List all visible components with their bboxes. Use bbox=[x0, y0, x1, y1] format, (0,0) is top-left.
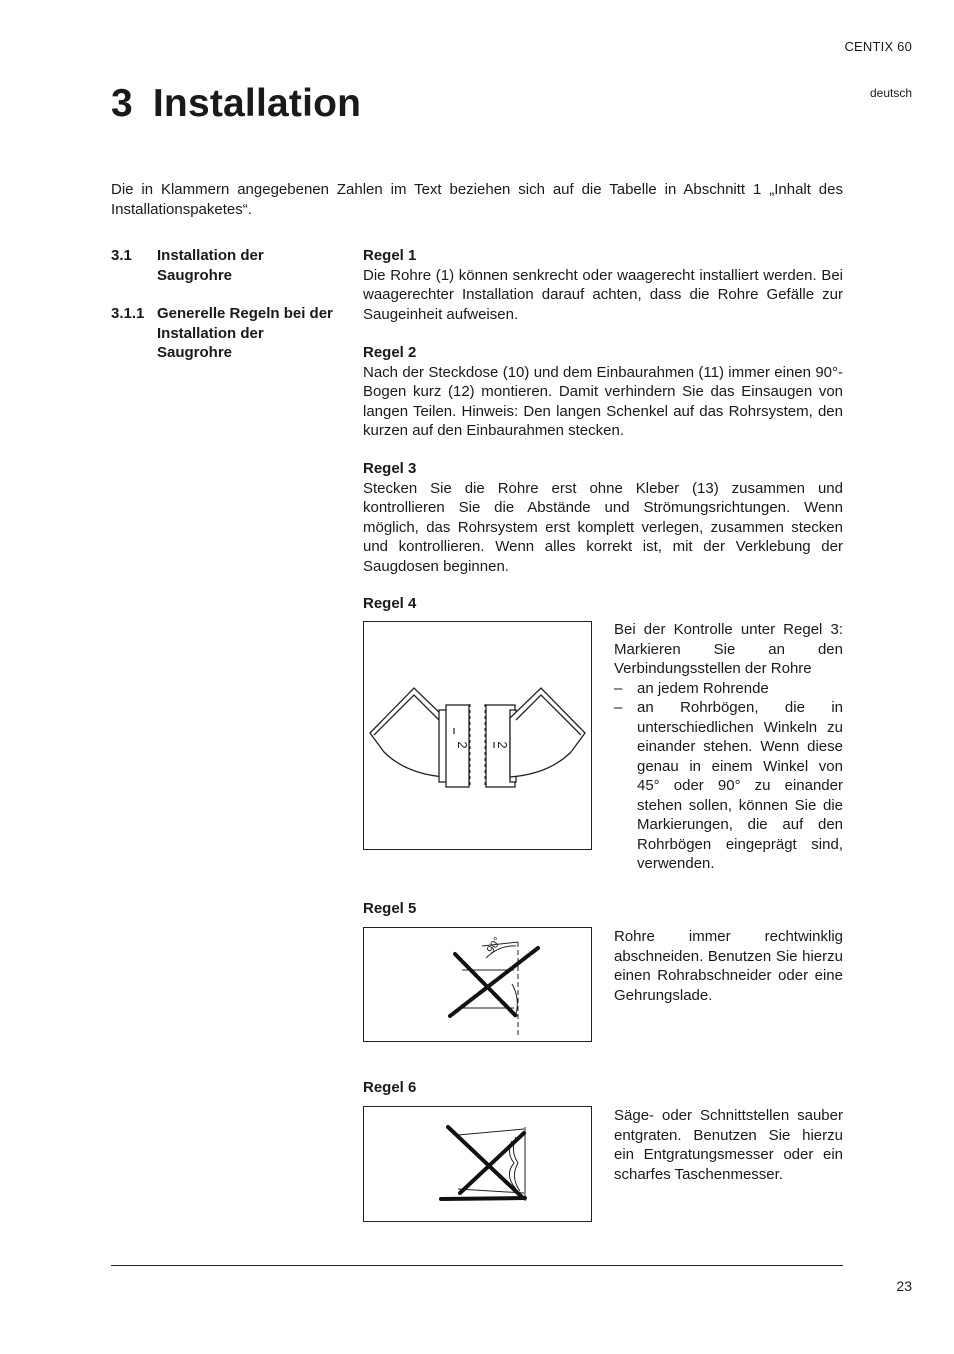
footer-divider bbox=[111, 1265, 843, 1266]
right-angle-cut-figure bbox=[363, 927, 592, 1042]
rule-5-text bbox=[614, 927, 843, 1005]
rule-heading: Regel 3 bbox=[363, 460, 417, 477]
pipe-top-edge bbox=[458, 1129, 524, 1135]
rule-5-paragraph: Rohre immer rechtwinklig abschneiden. Benutzen Sie hierzu einen Rohrabschneider oder eine Gehrungslade. bbox=[614, 928, 843, 1004]
section-heading-3-1-1 bbox=[111, 304, 341, 363]
rule-4-text bbox=[614, 620, 843, 874]
section-title: Generelle Regeln bei der Installation der Saugrohre bbox=[157, 305, 333, 361]
rule-3 bbox=[363, 459, 843, 576]
bullet-dash: – bbox=[614, 679, 623, 697]
chapter-title bbox=[111, 82, 361, 126]
intro-paragraph: Die in Klammern angegebenen Zahlen im Text beziehen sich auf die Tabelle in Abschnitt 1 „Inhalt des Installationspaketes“. bbox=[111, 181, 843, 218]
rule-4-intro: Bei der Kontrolle unter Regel 3: Markieren Sie an den Verbindungsstellen der Rohre bbox=[614, 621, 843, 677]
rule-heading: Regel 1 bbox=[363, 247, 417, 264]
section-heading-3-1 bbox=[111, 246, 341, 285]
rule-5-heading: Regel 5 bbox=[363, 900, 417, 917]
rule-4-bullet-list bbox=[614, 679, 843, 874]
list-item bbox=[614, 679, 843, 699]
list-item-text: an Rohrbögen, die in unterschiedlichen Winkeln zu einander stehen. Wenn diese genau in einem Winkel von 45° oder 90° zu einander stehen sollen, können Sie die Markierungen, die auf den Rohrbögen eingeprägt sind, verwenden. bbox=[637, 699, 843, 872]
angle-label: 90° bbox=[484, 935, 505, 956]
rule-text: Stecken Sie die Rohre erst ohne Kleber (13) zusammen und kontrollieren Sie die Abstände und Strömungsrichtungen. Wenn möglich, das Rohrsystem erst komplett verlegen, zusammen stecken und kontrollieren. Wenn alles korrekt ist, mit der Verklebung der Saugdosen beginnen. bbox=[363, 479, 843, 575]
list-item-text: an jedem Rohrende bbox=[637, 679, 769, 697]
rule-1 bbox=[363, 246, 843, 324]
pipe-bend-drawing bbox=[364, 622, 591, 849]
rule-text: Nach der Steckdose (10) und dem Einbaurahmen (11) immer einen 90°-Bogen kurz (12) montieren. Damit verhindern Sie das Einsaugen von langen Teilen. Hinweis: Den langen Schenkel auf das Rohrsystem, den kurzen auf den Einbaurahmen stecken. bbox=[363, 363, 843, 439]
section-title: Installation der Saugrohre bbox=[157, 247, 264, 284]
rule-6-text bbox=[614, 1106, 843, 1184]
language-label: deutsch bbox=[869, 86, 912, 100]
section-number: 3.1.1 bbox=[111, 305, 145, 322]
burr-edge-2 bbox=[513, 1137, 520, 1191]
chapter-number: 3 bbox=[111, 82, 133, 125]
page-number: 23 bbox=[896, 1278, 912, 1294]
deburring-figure bbox=[363, 1106, 592, 1222]
deburring-drawing bbox=[364, 1107, 591, 1221]
cross-out-base bbox=[441, 1198, 525, 1199]
pipe-end-curve bbox=[512, 984, 517, 1014]
product-name: CENTIX 60 bbox=[844, 39, 912, 54]
pipe-cut-drawing bbox=[364, 928, 591, 1041]
rule-6-paragraph: Säge- oder Schnittstellen sauber entgraten. Benutzen Sie hierzu ein Entgratungsmesser oder ein scharfes Taschenmesser. bbox=[614, 1107, 843, 1183]
marking-number-right: 2 bbox=[495, 741, 510, 749]
list-item bbox=[614, 698, 843, 874]
bullet-dash: – bbox=[614, 699, 623, 716]
pipe-bend-marking-figure bbox=[363, 621, 592, 850]
marking-number-left: 2 bbox=[455, 741, 470, 749]
cross-out-stroke-2 bbox=[450, 948, 538, 1016]
chapter-title-text: Installation bbox=[152, 82, 362, 125]
rule-text: Die Rohre (1) können senkrecht oder waagerecht installiert werden. Bei waagerechter Installation darauf achten, dass die Rohre Gefälle zur Saugeinheit aufweisen. bbox=[363, 266, 843, 323]
cross-out-stroke-1 bbox=[448, 1127, 522, 1197]
rule-6-heading: Regel 6 bbox=[363, 1079, 417, 1096]
section-number: 3.1 bbox=[111, 247, 132, 264]
rule-4-heading: Regel 4 bbox=[363, 595, 417, 612]
rule-heading: Regel 2 bbox=[363, 344, 417, 361]
rule-2 bbox=[363, 343, 843, 441]
